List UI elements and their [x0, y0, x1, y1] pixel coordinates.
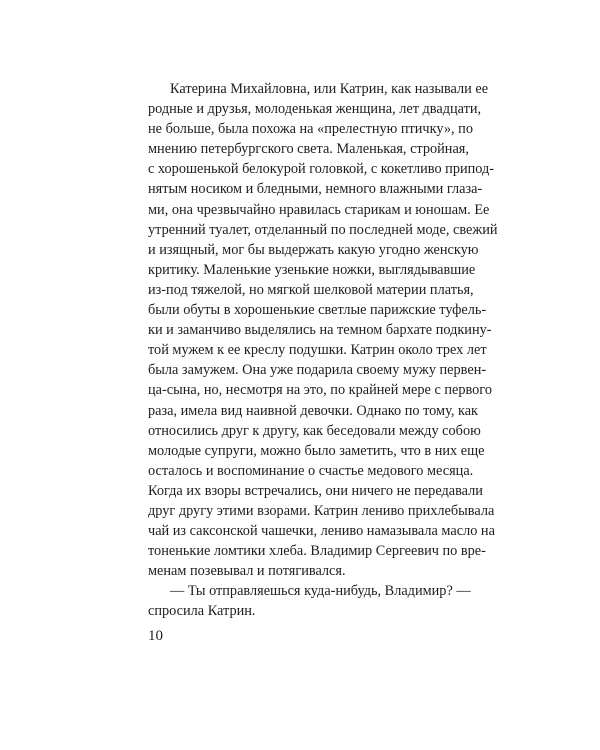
- text-line: молодые супруги, можно было заметить, что в них еще: [148, 442, 485, 459]
- text-line: — Ты отправляешься куда-нибудь, Владимир? —: [170, 583, 471, 600]
- text-line: родные и друзья, молоденькая женщина, лет двадцати,: [148, 101, 482, 118]
- text-line: менам позевывал и потягивался.: [148, 563, 346, 580]
- text-line: из-под тяжелой, но мягкой шелковой материи платья,: [148, 281, 474, 298]
- text-line: чай из саксонской чашечки, лениво намазывала масло на: [148, 523, 495, 540]
- text-line: критику. Маленькие узенькие ножки, выглядывавшие: [148, 261, 476, 278]
- page-number: 10: [148, 628, 163, 644]
- text-line: Катерина Михайловна, или Катрин, как называли ее: [170, 81, 489, 97]
- text-line: ки и заманчиво выделялись на темном бархате подкину-: [148, 322, 492, 339]
- text-line: мнению петербургского света. Маленькая, стройная,: [148, 141, 469, 158]
- body-text: [148, 79, 498, 622]
- text-line: ца-сына, но, несмотря на это, по крайней мере с первого: [148, 382, 492, 399]
- text-line: была замужем. Она уже подарила своему мужу первен-: [148, 362, 487, 379]
- text-line: друг другу этими взорами. Катрин лениво прихлебывала: [148, 502, 495, 519]
- text-line: были обуты в хорошенькие светлые парижские туфель-: [148, 302, 487, 319]
- text-line: раза, имела вид наивной девочки. Однако по тому, как: [148, 402, 478, 419]
- text-line: утренний туалет, отделанный по последней моде, свежий: [148, 221, 498, 238]
- text-line: спросила Катрин.: [148, 603, 256, 620]
- text-line: с хорошенькой белокурой головкой, с кокетливо припод-: [148, 161, 495, 178]
- text-line: ми, она чрезвычайно нравилась старикам и юношам. Ее: [148, 201, 490, 218]
- text-line: осталось и воспоминание о счастье медового месяца.: [148, 462, 474, 479]
- text-line: нятым носиком и бледными, немного влажными глаза-: [148, 181, 483, 198]
- text-line: той мужем к ее креслу подушки. Катрин около трех лет: [148, 342, 487, 359]
- text-line: и изящный, мог бы выдержать какую угодно женскую: [148, 241, 479, 258]
- text-line: Когда их взоры встречались, они ничего не передавали: [148, 482, 483, 499]
- text-line: тоненькие ломтики хлеба. Владимир Сергеевич по вре-: [148, 543, 486, 560]
- text-line: не больше, была похожа на «прелестную птичку», по: [148, 121, 473, 138]
- text-line: относились друг к другу, как беседовали между собою: [148, 422, 481, 439]
